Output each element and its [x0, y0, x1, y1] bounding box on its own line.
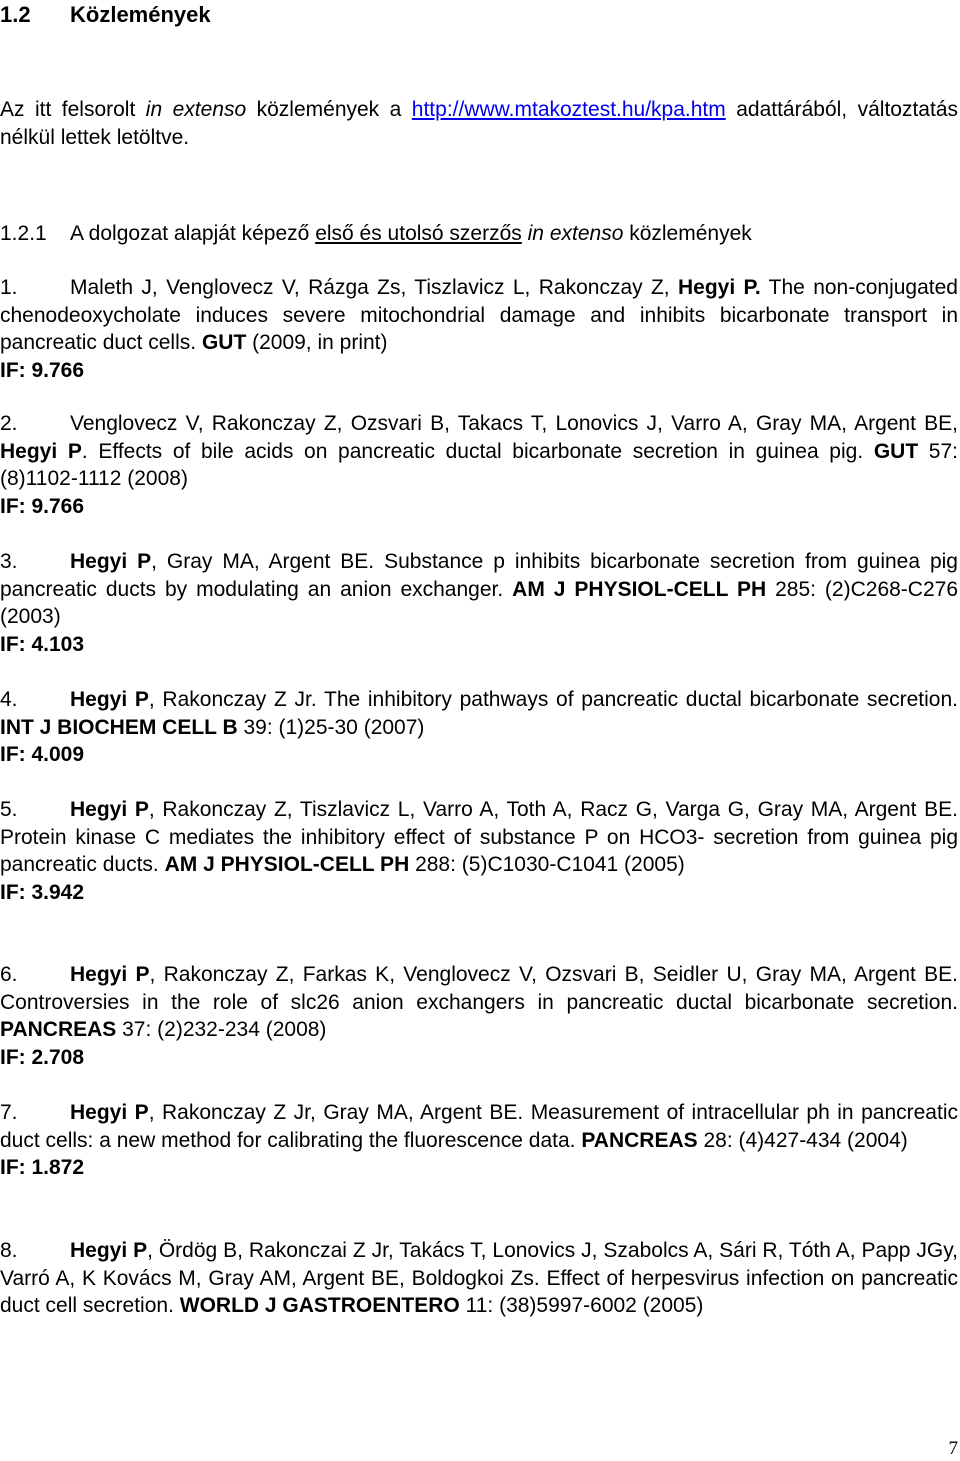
publication-title: Controversies in the role of slc26 anion exchangers in pancreatic ductal bicarbonate secretion. [0, 990, 958, 1014]
publication-authors-end: . [81, 439, 88, 463]
publication-bold-author: Hegyi P [70, 1239, 148, 1262]
page-number: 7 [948, 1438, 958, 1459]
publication-impact-factor: IF: 4.009 [0, 743, 85, 766]
publication-number: 2. [0, 412, 18, 435]
publication-bold-author: Hegyi P [70, 688, 149, 711]
publication-citation [0, 548, 958, 631]
publication-title: The inhibitory pathways of pancreatic ductal bicarbonate secretion. [316, 688, 959, 711]
subsection-heading [0, 220, 752, 248]
publication-title: Effect of herpesvirus infection on pancreatic duct cell secretion. [0, 1266, 958, 1317]
publication-authors-end: , Rakonczay Z, Tiszlavicz L, Varro A, Toth A, Racz G, Varga G, Gray MA, Argent BE. [148, 798, 958, 821]
section-heading [0, 2, 211, 28]
intro-text-end: adattárából, változtatás nélkül lettek letöltve. [0, 98, 958, 149]
publication-authors: Venglovecz V, Rakonczay Z, Ozsvari B, Takacs T, Lonovics J, Varro A, Gray MA, Argent BE, [70, 412, 958, 435]
publication-impact-factor: IF: 1.872 [0, 1156, 85, 1179]
publication-citation [0, 1237, 958, 1320]
publication-details: 37: (2)232-234 (2008) [116, 1018, 327, 1041]
publication-details: (2009, in print) [246, 331, 388, 354]
publication-item [0, 548, 958, 658]
publication-authors-end: , Rakonczay Z Jr. [148, 688, 317, 711]
publication-authors-end: . [754, 276, 761, 299]
publication-details: 39: (1)25-30 (2007) [237, 715, 425, 739]
publication-journal: AM J PHYSIOL-CELL PH [164, 853, 410, 876]
publication-impact-factor: IF: 4.103 [0, 632, 85, 656]
publication-citation [0, 274, 958, 357]
publication-details: 57: (8)1102-1112 (2008) [0, 439, 958, 490]
publication-authors-end: , Rakonczay Z, Farkas K, Venglovecz V, Ozsvari B, Seidler U, Gray MA, Argent BE. [149, 963, 958, 986]
publication-impact-factor: IF: 3.942 [0, 880, 85, 904]
section-title: Közlemények [70, 2, 211, 27]
subsection-number: 1.2.1 [0, 222, 47, 245]
publication-number: 6. [0, 963, 18, 986]
publication-bold-author: Hegyi P [70, 798, 149, 821]
kpa-link[interactable]: http://www.mtakoztest.hu/kpa.htm [411, 98, 726, 121]
subsection-underlined: első és utolsó szerzős [315, 222, 522, 245]
publication-impact-factor: IF: 9.766 [0, 358, 85, 382]
publication-item [0, 1099, 958, 1182]
publication-bold-author: Hegyi P [70, 1101, 149, 1124]
publication-citation [0, 410, 958, 493]
publication-bold-author: Hegyi P [70, 550, 152, 573]
publication-citation [0, 1099, 958, 1154]
publication-number: 8. [0, 1239, 18, 1262]
intro-paragraph [0, 96, 958, 152]
subsection-text-end: közlemények [623, 222, 752, 245]
intro-text: Az itt felsorolt [0, 98, 146, 121]
publication-authors-end: , Rakonczay Z Jr, Gray MA, Argent BE. [148, 1101, 524, 1124]
subsection-italic: in extenso [527, 222, 624, 245]
intro-italic: in extenso [145, 98, 247, 121]
publication-journal: PANCREAS [0, 1018, 117, 1041]
publication-impact-factor: IF: 2.708 [0, 1045, 85, 1069]
publication-number: 1. [0, 276, 18, 299]
publication-details: 285: (2)C268-C276 (2003) [0, 577, 958, 628]
publication-journal: PANCREAS [581, 1128, 698, 1152]
publication-title: Substance p inhibits bicarbonate secretion from guinea pig pancreatic ducts by modulating an anion exchanger. [0, 550, 958, 601]
publication-bold-author: Hegyi P [0, 439, 82, 463]
section-number: 1.2 [0, 2, 31, 27]
publication-journal: AM J PHYSIOL-CELL PH [512, 577, 767, 601]
publication-title: Protein kinase C mediates the inhibitory effect of substance P on HCO3- secretion from guinea pig pancreatic ducts. [0, 825, 958, 876]
publication-bold-author: Hegyi P [70, 963, 150, 986]
publication-journal: INT J BIOCHEM CELL B [0, 715, 238, 739]
publication-authors-end: , Gray MA, Argent BE. [151, 550, 375, 573]
publication-citation [0, 686, 958, 741]
publication-title: Measurement of intracellular ph in pancreatic duct cells: a new method for calibrating the fluorescence data. [0, 1101, 958, 1152]
publication-item [0, 796, 958, 906]
publication-impact-factor: IF: 9.766 [0, 494, 85, 518]
publication-title: Effects of bile acids on pancreatic ductal bicarbonate secretion in guinea pig. [87, 439, 874, 463]
publication-title: The non-conjugated chenodeoxycholate induces severe mitochondrial damage and inhibits bicarbonate transport in pancreatic duct cells. [0, 276, 958, 354]
publication-journal: WORLD J GASTROENTERO [179, 1294, 460, 1317]
publication-item [0, 410, 958, 520]
publication-item [0, 274, 958, 384]
publication-details: 28: (4)427-434 (2004) [697, 1128, 908, 1152]
publication-number: 4. [0, 688, 18, 711]
publication-citation [0, 961, 958, 1044]
publication-item [0, 1237, 958, 1320]
subsection-text: A dolgozat alapját képező [70, 222, 316, 245]
intro-text-mid: közlemények a [246, 98, 412, 121]
publication-item [0, 961, 958, 1071]
publication-number: 5. [0, 798, 18, 821]
publication-number: 7. [0, 1101, 18, 1124]
publication-citation [0, 796, 958, 879]
publication-item [0, 686, 958, 769]
publication-details: 11: (38)5997-6002 (2005) [459, 1294, 704, 1317]
publication-details: 288: (5)C1030-C1041 (2005) [409, 853, 685, 876]
publication-authors: Maleth J, Venglovecz V, Rázga Zs, Tiszlavicz L, Rakonczay Z, [70, 276, 678, 299]
publication-journal: GUT [873, 439, 919, 463]
publication-number: 3. [0, 550, 18, 573]
publication-journal: GUT [201, 331, 247, 354]
publication-authors-end: , Ördög B, Rakonczai Z Jr, Takács T, Lonovics J, Szabolcs A, Sári R, Tóth A, Papp JGy, Varró A, K Kovács M, Gray AM, Argent BE, Boldogkoi Zs. [0, 1239, 959, 1290]
publication-bold-author: Hegyi P [678, 276, 755, 299]
